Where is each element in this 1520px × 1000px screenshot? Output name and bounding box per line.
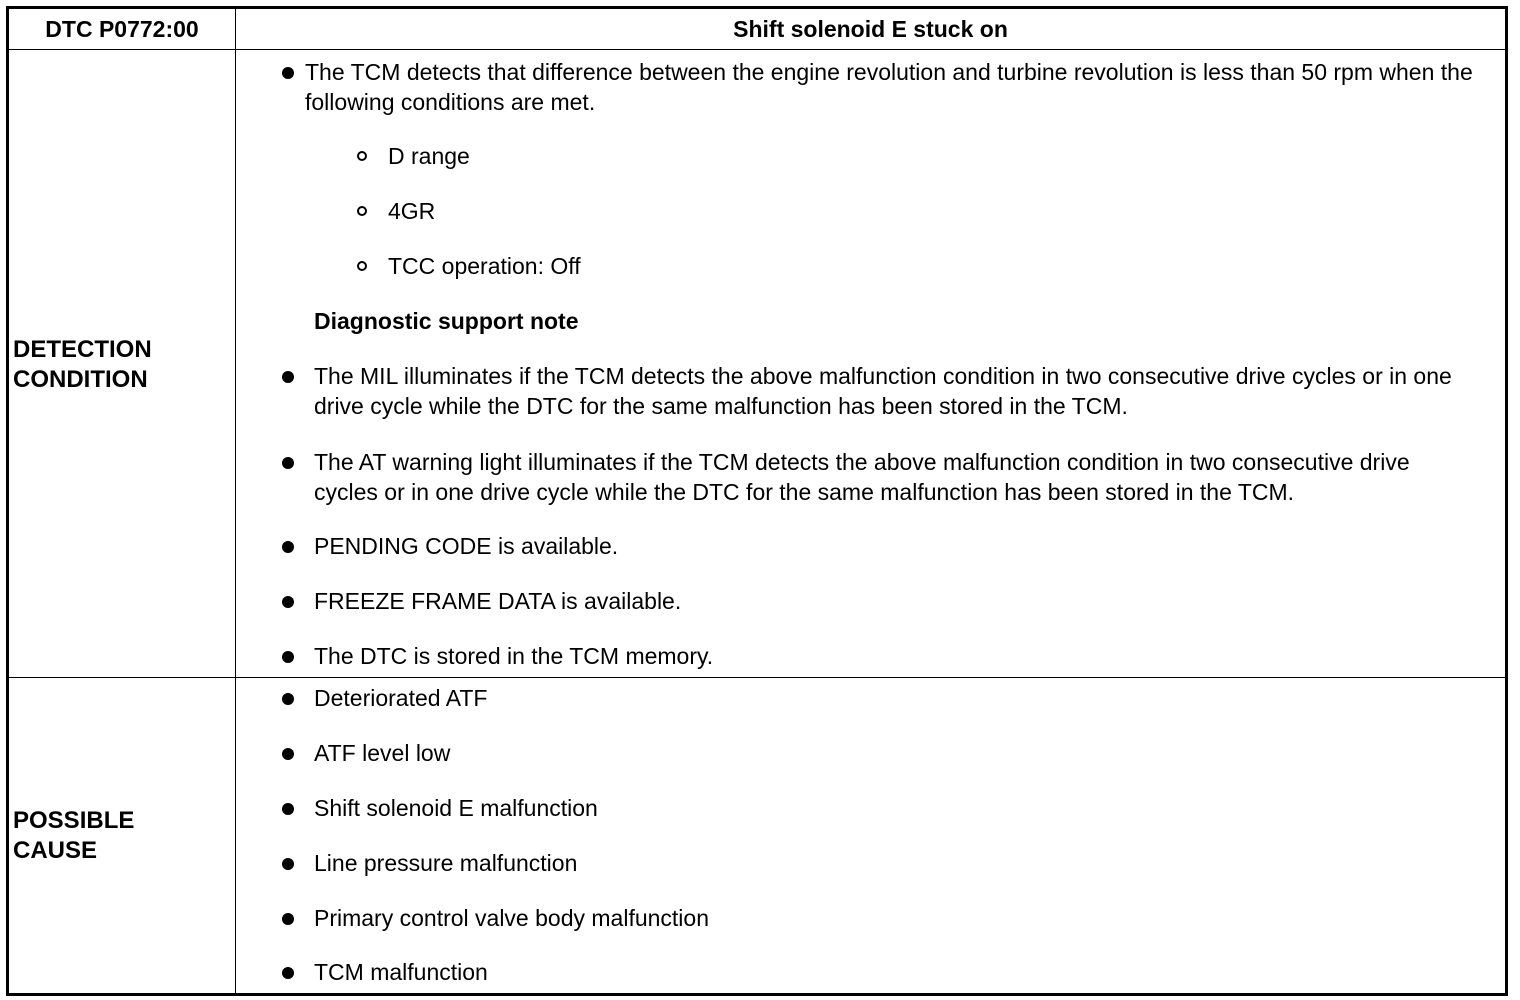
dtc-title: Shift solenoid E stuck on (733, 15, 1008, 42)
support-note-item: The AT warning light illuminates if the TCM detects the above malfunction condition in two consecutive drive cycles or in one drive cycle while the DTC for the same malfunction has been stored in the TCM. (314, 449, 1410, 505)
support-note-item: The MIL illuminates if the TCM detects the above malfunction condition in two consecutive drive cycles or in one drive cycle while the DTC for the same malfunction has been stored in the TCM. (314, 363, 1452, 419)
cause-item: Shift solenoid E malfunction (314, 795, 598, 821)
bullet-icon (282, 913, 294, 925)
bullet-icon (282, 967, 294, 979)
support-note-item: PENDING CODE is available. (314, 533, 619, 559)
bullet-icon (282, 67, 294, 79)
cause-item: ATF level low (314, 740, 451, 766)
bullet-icon (282, 748, 294, 760)
cause-item: Line pressure malfunction (314, 850, 578, 876)
label-line: DETECTION (13, 336, 152, 363)
condition-item: 4GR (388, 198, 436, 224)
bullet-icon (282, 858, 294, 870)
bullet-icon (282, 803, 294, 815)
circle-bullet-icon (357, 206, 367, 216)
support-note-title: Diagnostic support note (314, 308, 579, 334)
label-line: CAUSE (13, 837, 98, 864)
bullet-icon (282, 541, 294, 553)
row-divider (9, 677, 1505, 678)
support-note-item: The DTC is stored in the TCM memory. (314, 643, 714, 669)
circle-bullet-icon (357, 261, 367, 271)
cause-item: Primary control valve body malfunction (314, 905, 709, 931)
condition-item: D range (388, 143, 470, 169)
bullet-icon (282, 371, 294, 383)
header-divider (9, 49, 1505, 50)
possible-cause-label (13, 806, 233, 866)
dtc-code: DTC P0772:00 (45, 15, 199, 42)
column-divider (235, 9, 236, 993)
label-line: POSSIBLE (13, 807, 135, 834)
circle-bullet-icon (357, 151, 367, 161)
detection-condition-label (13, 335, 233, 395)
support-note-item: FREEZE FRAME DATA is available. (314, 588, 682, 614)
condition-item: TCC operation: Off (388, 253, 581, 279)
label-line: CONDITION (13, 366, 148, 393)
bullet-icon (282, 596, 294, 608)
detection-main-text: The TCM detects that difference between the engine revolution and turbine revolution is less than 50 rpm when the following conditions are met. (305, 59, 1473, 115)
bullet-icon (282, 693, 294, 705)
bullet-icon (282, 457, 294, 469)
cause-item: Deteriorated ATF (314, 685, 488, 711)
cause-item: TCM malfunction (314, 959, 488, 985)
bullet-icon (282, 651, 294, 663)
